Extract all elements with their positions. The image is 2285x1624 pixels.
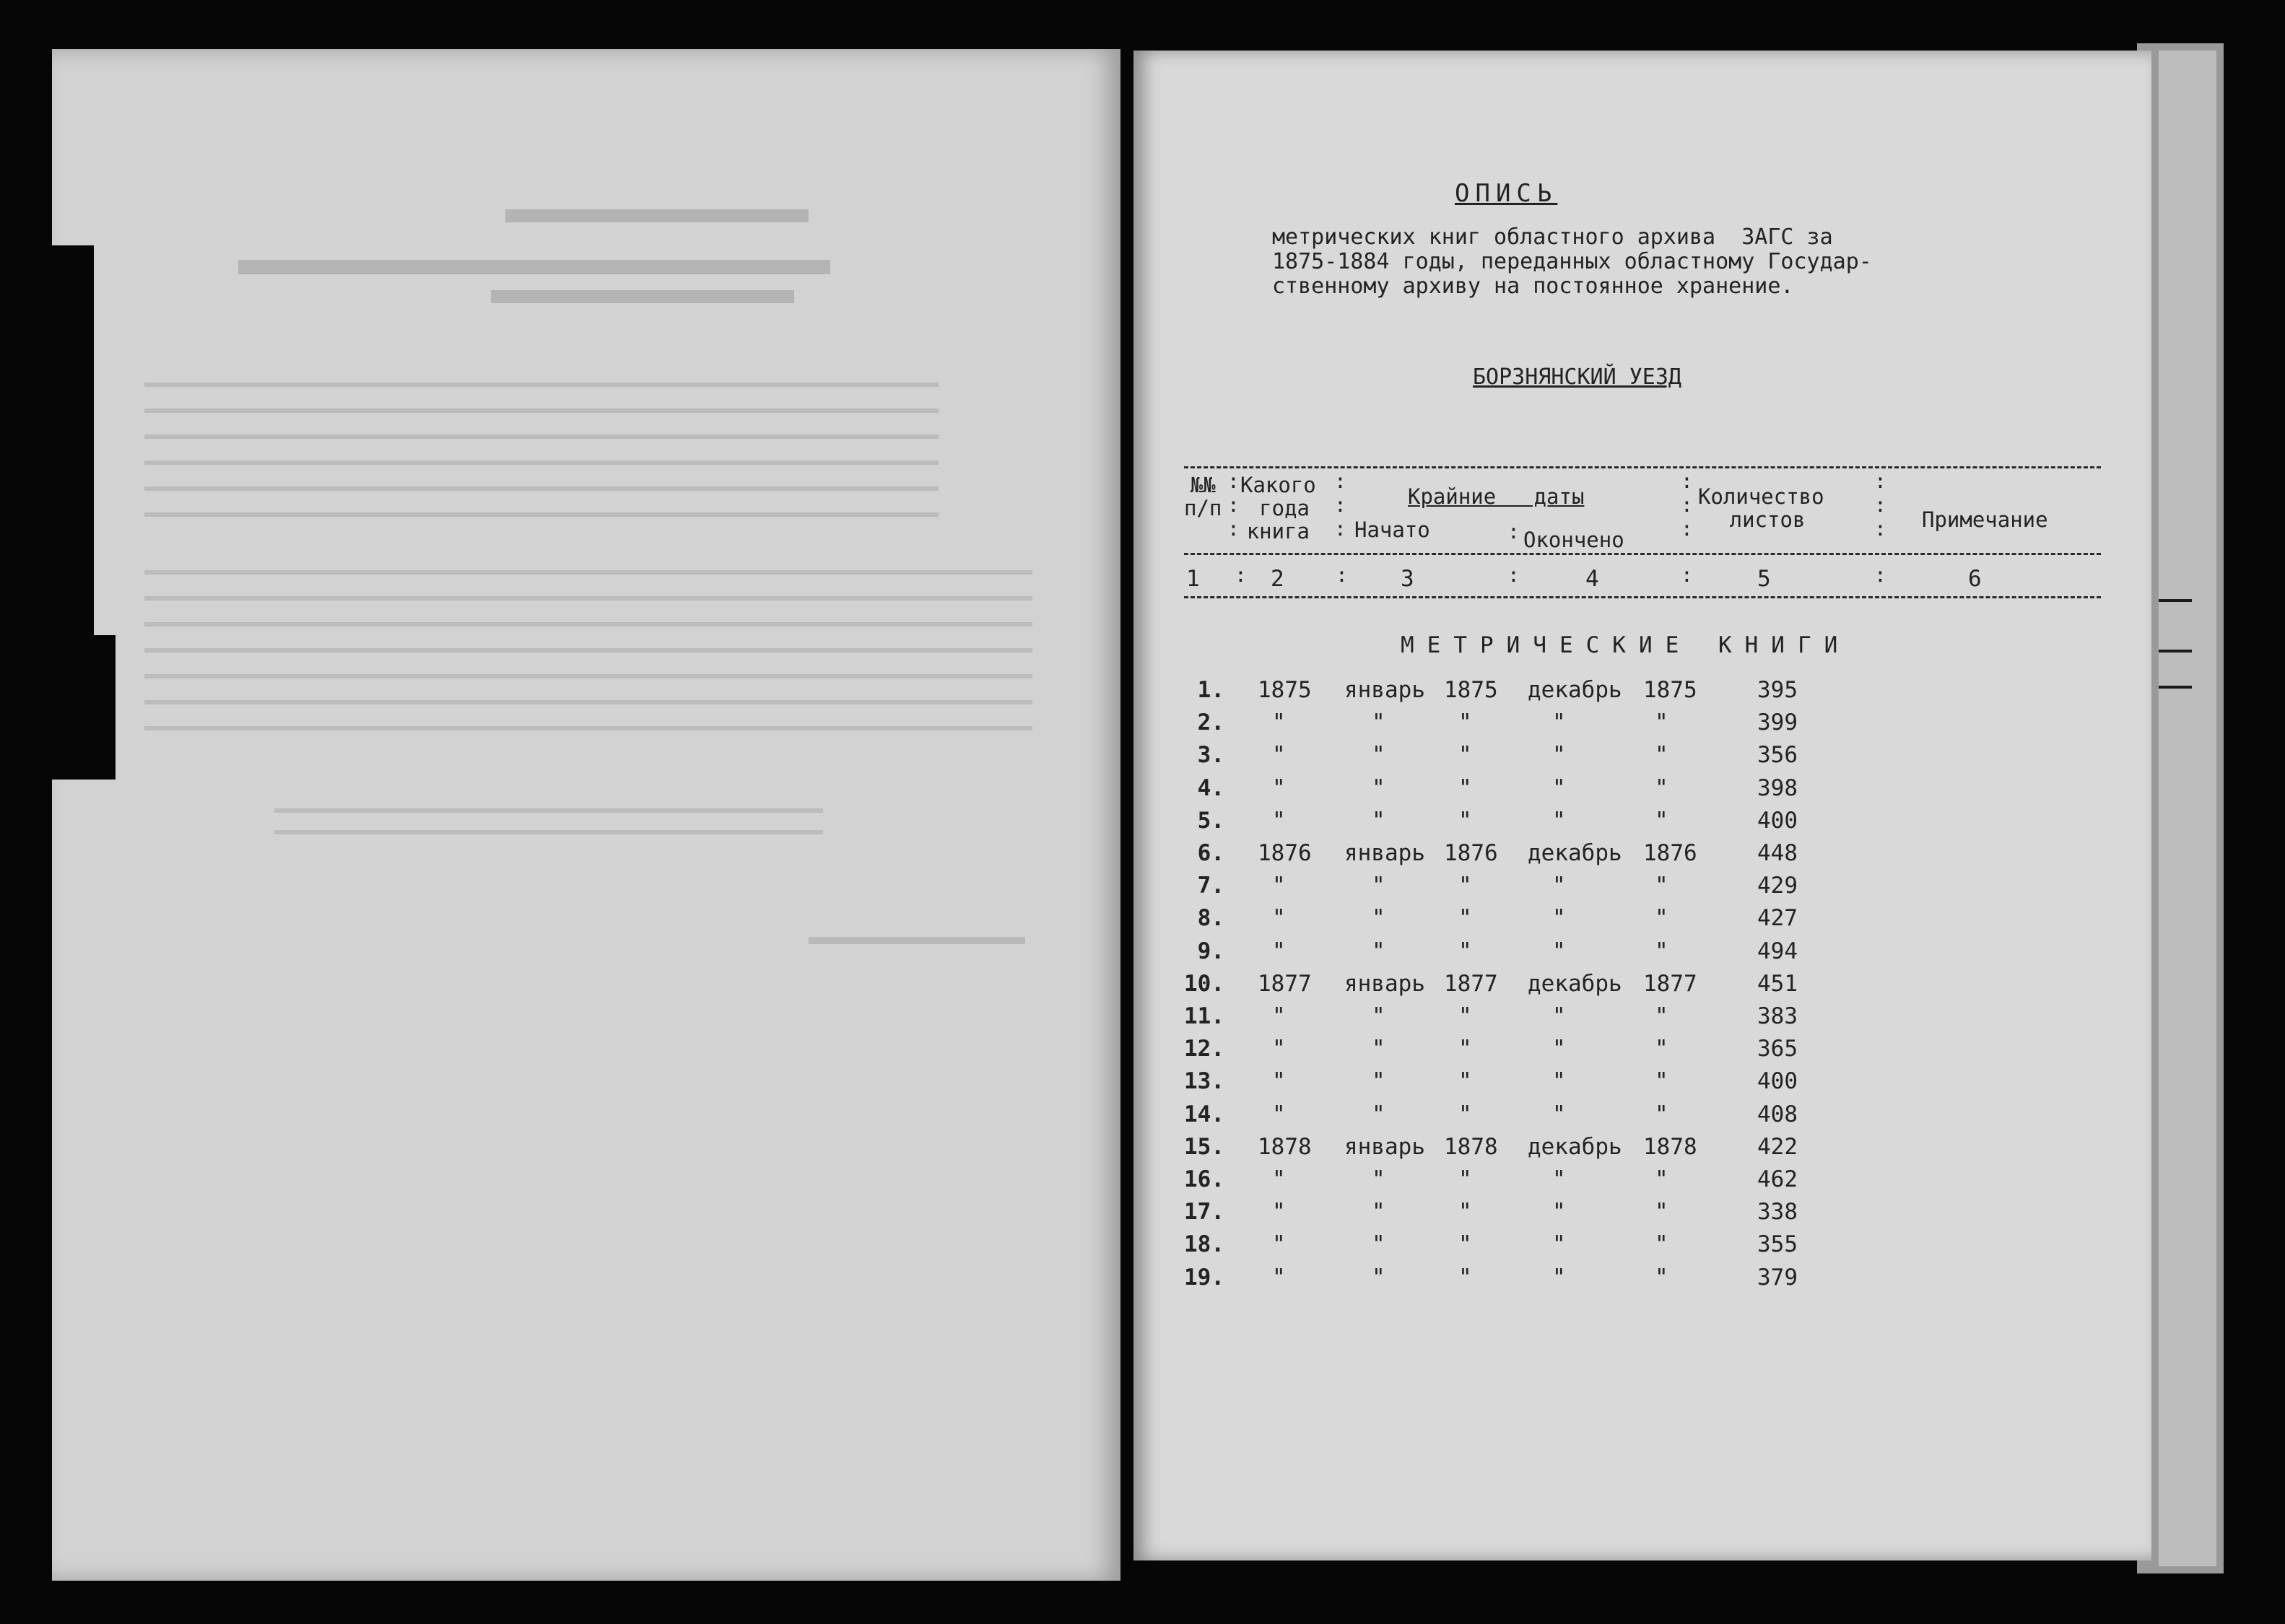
bleed-through-mark — [491, 290, 794, 303]
cell-year: " — [1272, 1199, 1286, 1226]
cell-end-month: " — [1552, 774, 1566, 801]
header-col4: Окончено — [1523, 528, 1624, 552]
column-number: 4 — [1585, 566, 1599, 592]
cell-end-year: " — [1655, 742, 1668, 769]
cell-end-month: декабрь — [1528, 840, 1622, 866]
cell-start-month: " — [1372, 1068, 1385, 1095]
cell-end-year: " — [1655, 710, 1668, 736]
cell-start-month: " — [1372, 1036, 1385, 1062]
cell-n: 9. — [1197, 938, 1224, 964]
cell-sheets: 398 — [1757, 774, 1798, 801]
cell-sheets: 429 — [1757, 873, 1798, 899]
subtitle-line: ственному архиву на постоянное хранение. — [1272, 274, 1794, 299]
cell-year: " — [1272, 742, 1286, 769]
column-separator: : — [1681, 563, 1693, 587]
cell-start-month: " — [1372, 710, 1385, 736]
cell-start-year: " — [1458, 710, 1472, 736]
document-subtitle — [1272, 225, 1872, 299]
cell-start-month: " — [1372, 1264, 1385, 1291]
cell-end-month: декабрь — [1528, 677, 1622, 703]
column-separator: : — [1235, 563, 1247, 587]
bleed-through-mark — [505, 209, 809, 222]
cell-end-year: 1878 — [1643, 1133, 1697, 1160]
column-separator: : : : — [1334, 469, 1346, 541]
cell-end-year: " — [1655, 1264, 1668, 1291]
cell-end-month: " — [1552, 1036, 1566, 1062]
cell-year: " — [1272, 1101, 1286, 1127]
cell-end-month: декабрь — [1528, 970, 1622, 997]
cell-n: 6. — [1197, 840, 1224, 866]
page-shadow — [43, 245, 94, 635]
bleed-through-mark — [144, 570, 1032, 751]
cell-start-year: " — [1458, 774, 1472, 801]
cell-end-month: " — [1552, 938, 1566, 964]
cell-start-month: " — [1372, 807, 1385, 834]
subtitle-line: метрических книг областного архива ЗАГС за — [1272, 224, 1833, 250]
cell-year: " — [1272, 1231, 1286, 1258]
cell-start-year: " — [1458, 1101, 1472, 1127]
cell-sheets: 494 — [1757, 938, 1798, 964]
cell-sheets: 448 — [1757, 840, 1798, 866]
cell-end-month: " — [1552, 710, 1566, 736]
cell-n: 17. — [1184, 1199, 1224, 1226]
cell-end-month: " — [1552, 1264, 1566, 1291]
cell-year: " — [1272, 1166, 1286, 1192]
cell-end-month: " — [1552, 1231, 1566, 1258]
bleed-through-mark — [809, 937, 1025, 944]
cell-start-year: " — [1458, 1264, 1472, 1291]
cell-sheets: 400 — [1757, 807, 1798, 834]
cell-end-year: " — [1655, 1101, 1668, 1127]
cell-year: " — [1272, 807, 1286, 834]
cell-start-year: " — [1458, 938, 1472, 964]
cell-sheets: 356 — [1757, 742, 1798, 769]
bleed-through-mark — [238, 260, 830, 274]
cell-start-year: " — [1458, 1199, 1472, 1226]
cell-n: 5. — [1197, 807, 1224, 834]
subtitle-line: 1875-1884 годы, переданных областному Государ- — [1272, 249, 1872, 274]
cell-n: 13. — [1184, 1068, 1224, 1095]
cell-end-month: " — [1552, 1199, 1566, 1226]
bleed-through-mark — [144, 383, 939, 534]
page-stack-edge — [2159, 51, 2216, 1566]
cell-end-year: 1876 — [1643, 840, 1697, 866]
cell-end-month: " — [1552, 873, 1566, 899]
cell-end-year: " — [1655, 1231, 1668, 1258]
cell-start-year: 1875 — [1444, 677, 1498, 703]
cell-end-year: " — [1655, 1199, 1668, 1226]
cell-year: " — [1272, 774, 1286, 801]
edge-tab-mark — [2159, 686, 2192, 689]
column-number: 5 — [1757, 566, 1771, 592]
cell-start-year: " — [1458, 1068, 1472, 1095]
cell-start-month: " — [1372, 905, 1385, 932]
cell-end-month: " — [1552, 1068, 1566, 1095]
cell-start-year: 1878 — [1444, 1133, 1498, 1160]
cell-start-year: " — [1458, 873, 1472, 899]
cell-year: 1877 — [1258, 970, 1312, 997]
column-number: 2 — [1271, 566, 1284, 592]
cell-sheets: 383 — [1757, 1003, 1798, 1029]
cell-sheets: 400 — [1757, 1068, 1798, 1095]
document-title: ОПИСЬ — [1455, 179, 1558, 208]
cell-start-month: " — [1372, 1166, 1385, 1192]
cell-end-year: " — [1655, 938, 1668, 964]
column-separator: : : : — [1227, 469, 1240, 541]
header-mid-rule — [1184, 553, 2101, 555]
cell-year: " — [1272, 1264, 1286, 1291]
column-separator: : — [1507, 563, 1520, 587]
cell-n: 4. — [1197, 774, 1224, 801]
cell-sheets: 462 — [1757, 1166, 1798, 1192]
column-separator: : — [1874, 563, 1886, 587]
cell-end-month: " — [1552, 1166, 1566, 1192]
column-separator: : : : — [1874, 469, 1886, 541]
header-col3: Начато — [1354, 518, 1430, 542]
cell-sheets: 355 — [1757, 1231, 1798, 1258]
cell-end-month: " — [1552, 807, 1566, 834]
cell-end-year: 1875 — [1643, 677, 1697, 703]
cell-year: 1875 — [1258, 677, 1312, 703]
cell-n: 2. — [1197, 710, 1224, 736]
district-heading: БОРЗНЯНСКИЙ УЕЗД — [1473, 364, 1681, 390]
cell-start-year: " — [1458, 1036, 1472, 1062]
column-number: 6 — [1968, 566, 1982, 592]
section-title: МЕТРИЧЕСКИЕ КНИГИ — [1401, 632, 1851, 658]
column-number: 1 — [1186, 566, 1200, 592]
cell-sheets: 451 — [1757, 970, 1798, 997]
bleed-through-mark — [274, 808, 823, 852]
cell-n: 11. — [1184, 1003, 1224, 1029]
cell-year: " — [1272, 938, 1286, 964]
cell-start-year: " — [1458, 742, 1472, 769]
cell-start-month: " — [1372, 1003, 1385, 1029]
cell-n: 19. — [1184, 1264, 1224, 1291]
cell-start-month: " — [1372, 1231, 1385, 1258]
cell-end-year: 1877 — [1643, 970, 1697, 997]
cell-start-year: " — [1458, 1231, 1472, 1258]
cell-end-year: " — [1655, 807, 1668, 834]
cell-end-month: " — [1552, 1101, 1566, 1127]
cell-n: 10. — [1184, 970, 1224, 997]
cell-n: 15. — [1184, 1133, 1224, 1160]
cell-n: 1. — [1197, 677, 1224, 703]
column-number: 3 — [1401, 566, 1414, 592]
cell-start-month: январь — [1344, 970, 1425, 997]
cell-sheets: 395 — [1757, 677, 1798, 703]
edge-tab-mark — [2159, 599, 2192, 602]
cell-n: 12. — [1184, 1036, 1224, 1062]
cell-end-year: " — [1655, 905, 1668, 932]
cell-year: " — [1272, 873, 1286, 899]
cell-start-month: " — [1372, 774, 1385, 801]
cell-sheets: 338 — [1757, 1199, 1798, 1226]
cell-n: 18. — [1184, 1231, 1224, 1258]
header-col5: Количество листов — [1698, 484, 1824, 532]
cell-end-month: " — [1552, 742, 1566, 769]
cell-start-year: " — [1458, 905, 1472, 932]
cell-start-year: " — [1458, 1003, 1472, 1029]
header-col34-group: Крайние даты — [1408, 484, 1585, 509]
cell-year: 1876 — [1258, 840, 1312, 866]
cell-start-month: январь — [1344, 677, 1425, 703]
cell-n: 8. — [1197, 905, 1224, 932]
cell-end-month: декабрь — [1528, 1133, 1622, 1160]
cell-start-month: январь — [1344, 1133, 1425, 1160]
cell-start-year: " — [1458, 1166, 1472, 1192]
cell-start-month: " — [1372, 742, 1385, 769]
column-separator: : — [1507, 520, 1520, 543]
cell-end-year: " — [1655, 1003, 1668, 1029]
cell-year: " — [1272, 710, 1286, 736]
cell-n: 7. — [1197, 873, 1224, 899]
cell-end-year: " — [1655, 1068, 1668, 1095]
cell-year: " — [1272, 1068, 1286, 1095]
cell-end-year: " — [1655, 1166, 1668, 1192]
cell-start-month: " — [1372, 1101, 1385, 1127]
cell-start-month: " — [1372, 873, 1385, 899]
cell-start-month: " — [1372, 938, 1385, 964]
cell-year: " — [1272, 905, 1286, 932]
header-col6: Примечание — [1922, 507, 2048, 532]
cell-end-month: " — [1552, 905, 1566, 932]
cell-year: 1878 — [1258, 1133, 1312, 1160]
cell-year: " — [1272, 1036, 1286, 1062]
cell-end-year: " — [1655, 774, 1668, 801]
header-top-rule — [1184, 466, 2101, 468]
cell-start-year: 1877 — [1444, 970, 1498, 997]
cell-n: 14. — [1184, 1101, 1224, 1127]
cell-start-month: январь — [1344, 840, 1425, 866]
cell-sheets: 399 — [1757, 710, 1798, 736]
cell-start-month: " — [1372, 1199, 1385, 1226]
cell-sheets: 365 — [1757, 1036, 1798, 1062]
cell-start-year: " — [1458, 807, 1472, 834]
cell-sheets: 427 — [1757, 905, 1798, 932]
header-col2: Какого года книга — [1240, 473, 1316, 543]
header-col1: №№ п/п — [1184, 473, 1222, 520]
cell-sheets: 408 — [1757, 1101, 1798, 1127]
cell-end-year: " — [1655, 1036, 1668, 1062]
cell-n: 3. — [1197, 742, 1224, 769]
page-shadow-lower — [43, 635, 116, 780]
column-separator: : — [1336, 563, 1348, 587]
header-bottom-rule — [1184, 596, 2101, 598]
cell-start-year: 1876 — [1444, 840, 1498, 866]
cell-year: " — [1272, 1003, 1286, 1029]
cell-n: 16. — [1184, 1166, 1224, 1192]
edge-tab-mark — [2159, 650, 2192, 652]
cell-end-year: " — [1655, 873, 1668, 899]
cell-end-month: " — [1552, 1003, 1566, 1029]
cell-sheets: 422 — [1757, 1133, 1798, 1160]
cell-sheets: 379 — [1757, 1264, 1798, 1291]
column-separator: : : : — [1681, 469, 1693, 541]
